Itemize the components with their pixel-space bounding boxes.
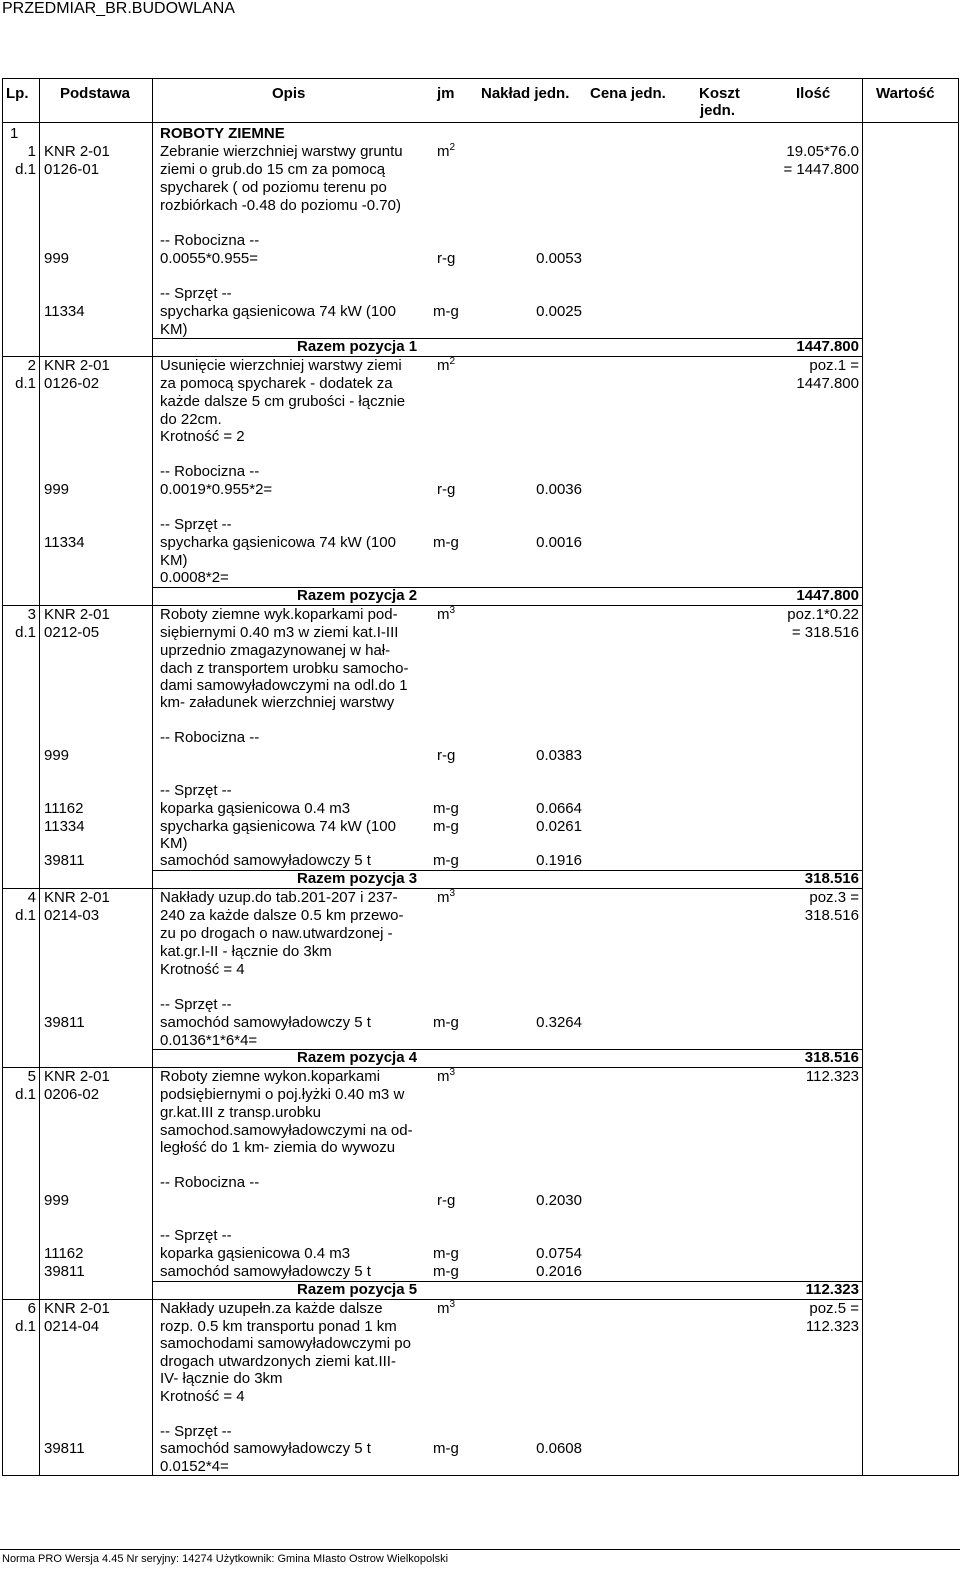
p2-d: d.1 bbox=[15, 375, 36, 392]
p6-knr: KNR 2-01 bbox=[44, 1300, 110, 1317]
p1-robocizna-code: 999 bbox=[44, 250, 70, 267]
p3-opis-2: siębiernymi 0.40 m3 w ziemi kat.I-III bbox=[160, 624, 399, 641]
p1-opis-4: rozbiórkach -0.48 do poziomu -0.70) bbox=[160, 197, 401, 214]
p1-sprzet-unit: m-g bbox=[433, 303, 459, 320]
p6-opis-4: drogach utwardzonych ziemi kat.III- bbox=[160, 1353, 396, 1370]
p4-opis-1: Nakłady uzup.do tab.201-207 i 237- bbox=[160, 889, 398, 906]
p4-code: 0214-03 bbox=[44, 907, 100, 924]
table-right-border bbox=[958, 78, 959, 1476]
p2-code: 0126-02 bbox=[44, 375, 100, 392]
p5-sprzet1-val: 0.0754 bbox=[536, 1245, 582, 1262]
p4-sprzet-name-2: 0.0136*1*6*4= bbox=[160, 1032, 258, 1049]
p3-sprzet2-unit: m-g bbox=[433, 818, 459, 835]
p6-opis-2: rozp. 0.5 km transportu ponad 1 km bbox=[160, 1318, 397, 1335]
p5-ilosc-1: 112.323 bbox=[805, 1068, 859, 1085]
table-bottom-border bbox=[2, 1475, 959, 1476]
p5-razem-label: Razem pozycja 5 bbox=[297, 1281, 418, 1298]
p3-sprzet2-val: 0.0261 bbox=[536, 818, 582, 835]
p4-ilosc-2: 318.516 bbox=[804, 907, 859, 924]
p3-ilosc-1: poz.1*0.22 bbox=[787, 606, 859, 623]
p5-opis-1: Roboty ziemne wykon.koparkami bbox=[160, 1068, 381, 1085]
p2-sprzet-name-1: spycharka gąsienicowa 74 kW (100 bbox=[160, 534, 396, 551]
p6-sprzet-val: 0.0608 bbox=[536, 1440, 582, 1457]
p2-sprzet-name-3: 0.0008*2= bbox=[160, 569, 229, 586]
p6-code: 0214-04 bbox=[44, 1318, 100, 1335]
header-jm: jm bbox=[437, 85, 455, 102]
header-opis: Opis bbox=[272, 85, 306, 102]
p5-robocizna-code: 999 bbox=[44, 1192, 70, 1209]
p3-opis-5: dami samowyładowczymi na odl.do 1 bbox=[160, 677, 408, 694]
p4-opis-2: 240 za każde dalsze 0.5 km przewo- bbox=[160, 907, 404, 924]
p6-jm: $m^3$ bbox=[437, 1299, 456, 1317]
p1-robocizna-val: 0.0053 bbox=[536, 250, 582, 267]
p5-sprzet1-unit: m-g bbox=[433, 1245, 459, 1262]
p2-opis-1: Usunięcie wierzchniej warstwy ziemi bbox=[160, 357, 402, 374]
p1-ilosc-2: = 1447.800 bbox=[783, 161, 859, 178]
header-koszt-jedn: jedn. bbox=[700, 102, 736, 119]
p3-sprzet1-unit: m-g bbox=[433, 800, 459, 817]
p6-opis-1: Nakłady uzupełn.za każde dalsze bbox=[160, 1300, 383, 1317]
p3-sprzet3-unit: m-g bbox=[433, 852, 459, 869]
header-bottom-border bbox=[2, 122, 959, 123]
header-lp: Lp. bbox=[6, 85, 29, 102]
p4-d: d.1 bbox=[15, 907, 36, 924]
p6-sprzet-code: 39811 bbox=[44, 1440, 85, 1457]
p1-jm: $m^2$ bbox=[437, 142, 456, 160]
p2-opis-3: każde dalsze 5 cm grubości - łącznie bbox=[160, 393, 406, 410]
p5-opis-3: gr.kat.III z transp.urobku bbox=[160, 1104, 321, 1121]
p5-sprzet1-code: 11162 bbox=[44, 1245, 84, 1262]
p2-ilosc-2: 1447.800 bbox=[796, 375, 859, 392]
p5-opis-4: samochod.samowyładowczymi na od- bbox=[160, 1122, 413, 1139]
p3-sprzet3-val: 0.1916 bbox=[536, 852, 582, 869]
p4-opis-4: kat.gr.I-II - łącznie do 3km bbox=[160, 943, 332, 960]
p1-opis-3: spycharek ( od poziomu terenu po bbox=[160, 179, 387, 196]
p3-sprzet-label: -- Sprzęt -- bbox=[160, 782, 232, 799]
p6-ilosc-2: 112.323 bbox=[805, 1318, 859, 1335]
p1-sprzet-code: 11334 bbox=[44, 303, 85, 320]
p6-opis-6: Krotność = 4 bbox=[160, 1388, 245, 1405]
p4-knr: KNR 2-01 bbox=[44, 889, 110, 906]
p4-sprzet-unit: m-g bbox=[433, 1014, 459, 1031]
footer-text: Norma PRO Wersja 4.45 Nr seryjny: 14274 Użytkownik: Gmina MIasto Ostrow Wielkopolski bbox=[2, 1553, 449, 1565]
p2-sprzet-label: -- Sprzęt -- bbox=[160, 516, 232, 533]
p4-opis-5: Krotność = 4 bbox=[160, 961, 245, 978]
p2-opis-4: do 22cm. bbox=[160, 411, 222, 428]
p1-sprzet-val: 0.0025 bbox=[536, 303, 582, 320]
p4-opis-3: zu po drogach o naw.utwardzonej - bbox=[160, 925, 393, 942]
p5-robocizna-val: 0.2030 bbox=[536, 1192, 582, 1209]
p5-jm: $m^3$ bbox=[437, 1067, 456, 1085]
p3-sprzet3-code: 39811 bbox=[44, 852, 85, 869]
p2-sprzet-code: 11334 bbox=[44, 534, 85, 551]
p1-robocizna-unit: r-g bbox=[437, 250, 456, 267]
p6-sprzet-name-2: 0.0152*4= bbox=[160, 1458, 229, 1475]
p3-opis-6: km- załadunek wierzchniej warstwy bbox=[160, 694, 395, 711]
p5-razem-val: 112.323 bbox=[805, 1281, 859, 1298]
p3-opis-1: Roboty ziemne wyk.koparkami pod- bbox=[160, 606, 398, 623]
p3-razem-label: Razem pozycja 3 bbox=[297, 870, 418, 887]
p2-lp: 2 bbox=[27, 357, 36, 374]
p2-sprzet-name-2: KM) bbox=[160, 552, 188, 569]
p3-sprzet1-name: koparka gąsienicowa 0.4 m3 bbox=[160, 800, 351, 817]
p2-opis-2: za pomocą spycharek - dodatek za bbox=[160, 375, 393, 392]
p3-lp: 3 bbox=[27, 606, 36, 623]
p1-sprzet-name-2: KM) bbox=[160, 321, 188, 338]
header-naklad: Nakład jedn. bbox=[481, 85, 570, 102]
p3-razem-val: 318.516 bbox=[804, 870, 859, 887]
p1-razem-val: 1447.800 bbox=[796, 338, 859, 355]
p6-ilosc-1: poz.5 = bbox=[809, 1300, 859, 1317]
header-ilosc: Ilość bbox=[796, 85, 831, 102]
p2-robocizna-label: -- Robocizna -- bbox=[160, 463, 260, 480]
p2-jm: $m^2$ bbox=[437, 356, 456, 374]
p2-sprzet-val: 0.0016 bbox=[536, 534, 582, 551]
p2-robocizna-code: 999 bbox=[44, 481, 70, 498]
p5-lp: 5 bbox=[27, 1068, 36, 1085]
p1-opis-1: Zebranie wierzchniej warstwy gruntu bbox=[160, 143, 403, 160]
p3-sprzet1-val: 0.0664 bbox=[536, 800, 582, 817]
footer-line bbox=[0, 1549, 960, 1550]
p5-knr: KNR 2-01 bbox=[44, 1068, 110, 1085]
header-podstawa: Podstawa bbox=[60, 85, 131, 102]
p3-sprzet3-name: samochód samowyładowczy 5 t bbox=[160, 852, 371, 869]
p6-lp: 6 bbox=[27, 1300, 36, 1317]
p3-jm: $m^3$ bbox=[437, 605, 456, 623]
p5-robocizna-unit: r-g bbox=[437, 1192, 456, 1209]
p3-opis-4: dach z transportem urobku samocho- bbox=[160, 660, 409, 677]
table-left-border bbox=[2, 78, 3, 1476]
p1-knr: KNR 2-01 bbox=[44, 143, 110, 160]
p3-robocizna-val: 0.0383 bbox=[536, 747, 582, 764]
p2-razem-val: 1447.800 bbox=[796, 587, 859, 604]
p3-robocizna-unit: r-g bbox=[437, 747, 456, 764]
p1-robocizna-calc: 0.0055*0.955= bbox=[160, 250, 259, 267]
p1-robocizna-label: -- Robocizna -- bbox=[160, 232, 260, 249]
p3-opis-3: uprzednio zmagazynowanej w hał- bbox=[160, 642, 391, 659]
col-divider-podstawa bbox=[152, 78, 153, 1476]
col-divider-lp bbox=[39, 78, 40, 1476]
p6-d: d.1 bbox=[15, 1318, 36, 1335]
p4-razem-val: 318.516 bbox=[804, 1049, 859, 1066]
p1-lp: 1 bbox=[27, 143, 36, 160]
p5-sprzet2-name: samochód samowyładowczy 5 t bbox=[160, 1263, 371, 1280]
col-divider-ilosc bbox=[862, 78, 863, 1476]
p3-sprzet2-code: 11334 bbox=[44, 818, 85, 835]
p3-sprzet2-name-1: spycharka gąsienicowa 74 kW (100 bbox=[160, 818, 396, 835]
section-title: ROBOTY ZIEMNE bbox=[160, 125, 285, 142]
p1-ilosc-1: 19.05*76.0 bbox=[786, 143, 859, 160]
p1-code: 0126-01 bbox=[44, 161, 100, 178]
p6-opis-3: samochodami samowyładowczymi po bbox=[160, 1335, 411, 1352]
p5-sprzet-label: -- Sprzęt -- bbox=[160, 1227, 232, 1244]
p3-code: 0212-05 bbox=[44, 624, 100, 641]
p5-opis-2: podsiębiernymi o poj.łyżki 0.40 m3 w bbox=[160, 1086, 405, 1103]
p6-sprzet-unit: m-g bbox=[433, 1440, 459, 1457]
p4-sprzet-code: 39811 bbox=[44, 1014, 85, 1031]
header-wartosc: Wartość bbox=[876, 85, 935, 102]
p3-knr: KNR 2-01 bbox=[44, 606, 110, 623]
p4-razem-label: Razem pozycja 4 bbox=[297, 1049, 418, 1066]
p5-sprzet2-unit: m-g bbox=[433, 1263, 459, 1280]
p3-ilosc-2: = 318.516 bbox=[791, 624, 859, 641]
p2-ilosc-1: poz.1 = bbox=[809, 357, 859, 374]
p4-sprzet-name-1: samochód samowyładowczy 5 t bbox=[160, 1014, 371, 1031]
p3-sprzet1-code: 11162 bbox=[44, 800, 84, 817]
p2-robocizna-unit: r-g bbox=[437, 481, 456, 498]
table-top-border bbox=[2, 78, 959, 79]
p2-knr: KNR 2-01 bbox=[44, 357, 110, 374]
p3-robocizna-label: -- Robocizna -- bbox=[160, 729, 260, 746]
p5-sprzet2-code: 39811 bbox=[44, 1263, 85, 1280]
p2-robocizna-val: 0.0036 bbox=[536, 481, 582, 498]
p5-robocizna-label: -- Robocizna -- bbox=[160, 1174, 260, 1191]
p1-sprzet-label: -- Sprzęt -- bbox=[160, 285, 232, 302]
p3-robocizna-code: 999 bbox=[44, 747, 70, 764]
document-title: PRZEDMIAR_BR.BUDOWLANA bbox=[2, 0, 235, 17]
p4-lp: 4 bbox=[27, 889, 36, 906]
header-cena: Cena jedn. bbox=[590, 85, 666, 102]
p5-sprzet2-val: 0.2016 bbox=[536, 1263, 582, 1280]
p6-sprzet-label: -- Sprzęt -- bbox=[160, 1423, 232, 1440]
section-number: 1 bbox=[10, 125, 19, 142]
p6-opis-5: IV- łącznie do 3km bbox=[160, 1370, 283, 1387]
p4-ilosc-1: poz.3 = bbox=[809, 889, 859, 906]
p5-d: d.1 bbox=[15, 1086, 36, 1103]
p4-jm: $m^3$ bbox=[437, 888, 456, 906]
p1-sprzet-name-1: spycharka gąsienicowa 74 kW (100 bbox=[160, 303, 396, 320]
p2-sprzet-unit: m-g bbox=[433, 534, 459, 551]
p2-razem-label: Razem pozycja 2 bbox=[297, 587, 418, 604]
p5-opis-5: ległość do 1 km- ziemia do wywozu bbox=[160, 1139, 396, 1156]
p4-sprzet-label: -- Sprzęt -- bbox=[160, 996, 232, 1013]
p4-sprzet-val: 0.3264 bbox=[536, 1014, 582, 1031]
p3-sprzet2-name-2: KM) bbox=[160, 835, 188, 852]
p5-code: 0206-02 bbox=[44, 1086, 100, 1103]
p2-robocizna-calc: 0.0019*0.955*2= bbox=[160, 481, 273, 498]
p1-razem-label: Razem pozycja 1 bbox=[297, 338, 418, 355]
p6-sprzet-name-1: samochód samowyładowczy 5 t bbox=[160, 1440, 371, 1457]
p5-sprzet1-name: koparka gąsienicowa 0.4 m3 bbox=[160, 1245, 351, 1262]
p1-d: d.1 bbox=[15, 161, 36, 178]
p3-d: d.1 bbox=[15, 624, 36, 641]
p1-opis-2: ziemi o grub.do 15 cm za pomocą bbox=[160, 161, 386, 178]
header-koszt: Koszt bbox=[699, 85, 740, 102]
p2-opis-5: Krotność = 2 bbox=[160, 428, 245, 445]
